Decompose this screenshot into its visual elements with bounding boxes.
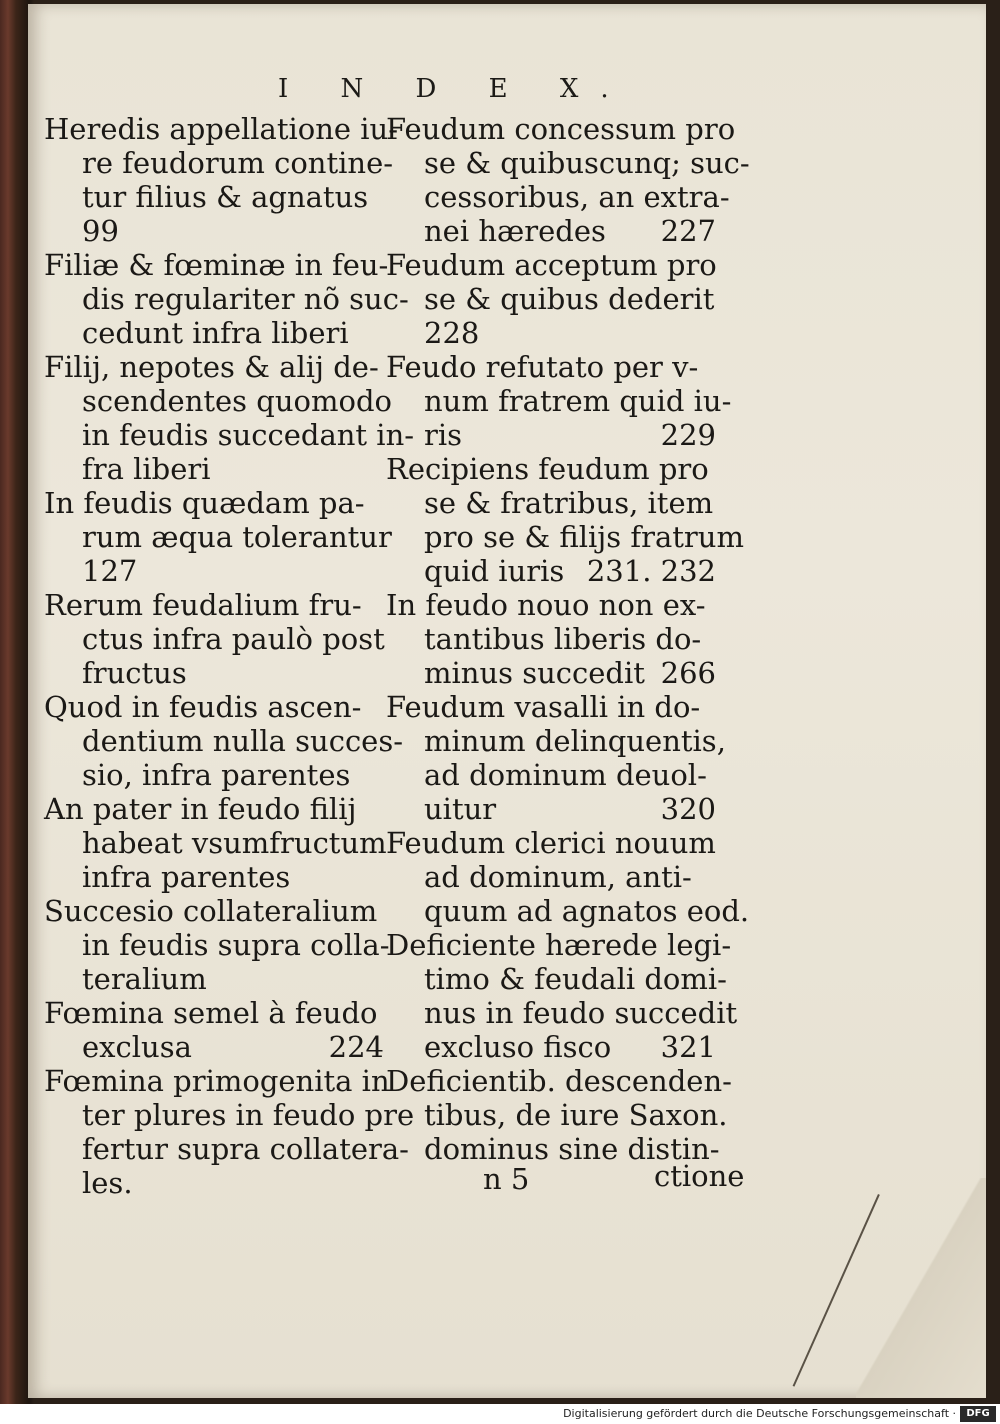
entry-line: Feudo refutato per v- — [386, 350, 699, 384]
entry-line: minum delinquentis, — [424, 724, 726, 758]
entry-line: Heredis appellatione iu- — [44, 112, 399, 146]
index-entry — [44, 248, 409, 350]
entry-line: dominus sine distin- — [424, 1132, 720, 1166]
entry-line: teralium — [82, 962, 207, 996]
entry-line: Feudum acceptum pro — [386, 248, 717, 282]
page-reference-line — [386, 316, 716, 350]
book-spine-edge — [0, 0, 30, 1404]
index-entry — [44, 350, 415, 486]
index-entry — [386, 248, 716, 350]
entry-line: se & quibuscunq; suc- — [424, 146, 750, 180]
entry-line: num fratrem quid iu- — [424, 384, 732, 418]
entry-line: An pater in feudo filij — [44, 792, 357, 826]
entry-line: re feudorum contine- — [82, 146, 394, 180]
entry-line: Fœmina semel à feudo — [44, 996, 378, 1030]
entry-line: se & quibus dederit — [424, 282, 715, 316]
entry-line: pro se & filijs fratrum — [424, 520, 744, 554]
entry-line: Deficiente hærede legi- — [386, 928, 732, 962]
entry-line: ad dominum deuol- — [424, 758, 707, 792]
entry-line: habeat vsumfructum — [82, 826, 387, 860]
index-entry — [44, 1064, 415, 1200]
entry-line: dentium nulla succes- — [82, 724, 404, 758]
page-reference: 321 — [660, 1030, 716, 1064]
entry-line: In feudo nouo non ex- — [386, 588, 706, 622]
entry-line: ter plures in feudo pre — [82, 1098, 415, 1132]
page-reference: 227 — [660, 214, 716, 248]
index-entry — [44, 792, 387, 894]
index-entry — [44, 486, 392, 588]
index-entry — [44, 690, 404, 792]
dfg-logo: DFG — [960, 1406, 996, 1422]
entry-line: tibus, de iure Saxon. — [424, 1098, 728, 1132]
page-reference: 224 — [328, 1030, 384, 1064]
entry-line: in feudis supra colla- — [82, 928, 390, 962]
index-entry — [386, 826, 750, 928]
page-reference: 266 — [660, 656, 716, 690]
signature-mark: n 5 — [483, 1162, 530, 1196]
entry-line: ctus infra paulò post — [82, 622, 385, 656]
right-index-column — [386, 112, 750, 1166]
entry-line: fra liberi — [82, 452, 211, 486]
entry-line: in feudis succedant in- — [82, 418, 415, 452]
entry-line: Feudum vasalli in do- — [386, 690, 701, 724]
entry-line: Quod in feudis ascen- — [44, 690, 362, 724]
page-reference: 228 — [424, 316, 480, 350]
page-reference: 231. 232 — [586, 554, 716, 588]
entry-line: sio, infra parentes — [82, 758, 351, 792]
entry-line: Filiæ & fœminæ in feu- — [44, 248, 389, 282]
left-index-column — [44, 112, 415, 1200]
index-entry — [386, 350, 732, 452]
index-entry — [386, 112, 750, 248]
page-corner-fold — [856, 1178, 986, 1398]
entry-line: les. — [82, 1166, 133, 1200]
entry-line: Rerum feudalium fru- — [44, 588, 362, 622]
entry-line: Deficientib. descenden- — [386, 1064, 732, 1098]
index-entry — [386, 588, 716, 690]
entry-line: fertur supra collatera- — [82, 1132, 409, 1166]
entry-line: Filij, nepotes & alij de- — [44, 350, 379, 384]
page-reference: 320 — [660, 792, 716, 826]
entry-line: se & fratribus, item — [424, 486, 714, 520]
entry-line: dis regulariter nõ suc- — [82, 282, 409, 316]
entry-line: nei hæredes 227 — [424, 214, 716, 248]
index-entry — [386, 928, 738, 1064]
book-page — [28, 4, 986, 1398]
entry-line: tantibus liberis do- — [424, 622, 702, 656]
entry-line: rum æqua tolerantur — [82, 520, 392, 554]
page-reference: 229 — [660, 418, 716, 452]
entry-line: tur filius & agnatus — [82, 180, 369, 214]
entry-line: minus succedit 266 — [424, 656, 716, 690]
page-reference-line — [44, 214, 384, 248]
index-entry — [386, 690, 726, 826]
entry-line: Feudum clerici nouum — [386, 826, 716, 860]
entry-line: fructus — [82, 656, 187, 690]
entry-line: quum ad agnatos eod. — [424, 894, 750, 928]
entry-line: quid iuris 231. 232 — [424, 554, 716, 588]
entry-line: cedunt infra liberi — [82, 316, 349, 350]
index-entry — [386, 452, 744, 588]
entry-line: Fœmina primogenita in — [44, 1064, 390, 1098]
index-entry — [44, 894, 390, 996]
page-reference: 99 — [82, 214, 119, 248]
index-entry — [44, 996, 384, 1064]
index-entry — [44, 112, 399, 248]
entry-line: cessoribus, an extra- — [424, 180, 730, 214]
entry-line: exclusa 224 — [82, 1030, 384, 1064]
entry-line: excluso fisco 321 — [424, 1030, 716, 1064]
entry-line: ad dominum, anti- — [424, 860, 692, 894]
entry-line: nus in feudo succedit — [424, 996, 738, 1030]
entry-line: In feudis quædam pa- — [44, 486, 365, 520]
index-entry — [386, 1064, 732, 1166]
entry-line: uitur 320 — [424, 792, 716, 826]
entry-line: scendentes quomodo — [82, 384, 392, 418]
entry-line: Feudum concessum pro — [386, 112, 736, 146]
catchword: ctione — [654, 1159, 745, 1193]
index-entry — [44, 588, 384, 690]
page-reference: 127 — [82, 554, 138, 588]
entry-line: Succesio collateralium — [44, 894, 378, 928]
entry-line: infra parentes — [82, 860, 291, 894]
page-reference-line — [44, 554, 384, 588]
entry-line: Recipiens feudum pro — [386, 452, 709, 486]
entry-line: ris 229 — [424, 418, 716, 452]
running-header: I N D E X. — [278, 74, 631, 104]
footer-credit: Digitalisierung gefördert durch die Deutsche Forschungsgemeinschaft · — [563, 1407, 956, 1420]
entry-line: timo & feudali domi- — [424, 962, 727, 996]
